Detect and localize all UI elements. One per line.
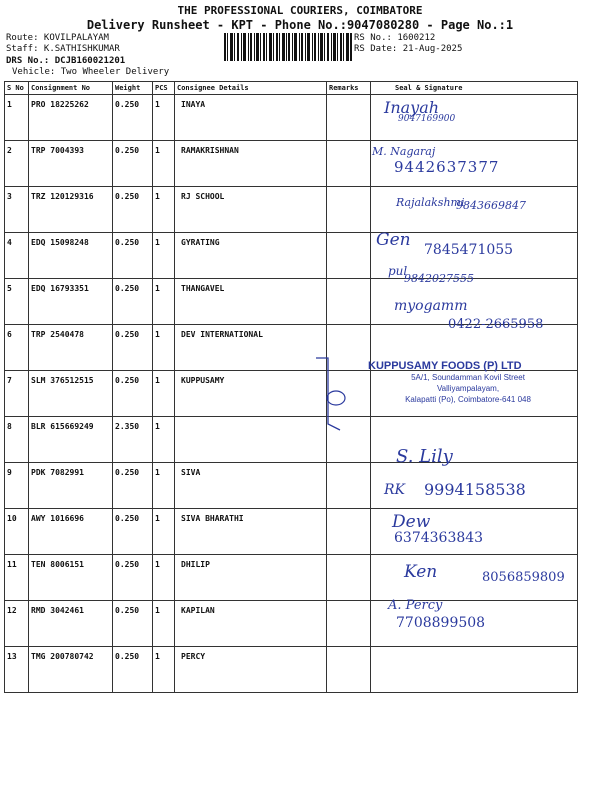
stamp-address-line-1: 5A/1, Soundamman Kovil Street [411,373,525,382]
cell-consignee: SIVA [175,463,327,509]
cell-pcs: 1 [153,325,175,371]
stamp-address-line-2: Valliyampalayam, [436,384,500,393]
signature-12-number: 8056859809 [482,570,565,585]
signature-5: pul [388,264,408,278]
signature-12: Ken [404,562,438,582]
cell-signature [371,463,578,509]
cell-consignee: GYRATING [175,233,327,279]
cell-sno: 1 [5,95,29,141]
col-consignee-header: Consignee Details [175,82,327,95]
rs-number: RS No.: 1600212 [354,33,436,43]
cell-sno: 9 [5,463,29,509]
cell-consignment: SLM 376512515 [29,371,113,417]
signature-4: Gen [376,230,411,250]
cell-weight: 0.250 [113,95,153,141]
col-consignment-header: Consignment No [29,82,113,95]
stamp-address-line-3: Kalapatti (Po), Coimbatore-641 048 [405,395,531,404]
cell-sno: 2 [5,141,29,187]
cell-consignee: KUPPUSAMY [175,371,327,417]
col-remarks-header: Remarks [327,82,371,95]
cell-weight: 0.250 [113,463,153,509]
rs-date: RS Date: 21-Aug-2025 [354,44,463,54]
cell-consignee [175,417,327,463]
cell-sno: 7 [5,371,29,417]
table-row [5,463,578,509]
stamp-company-name: KUPPUSAMY FOODS (P) LTD [368,360,522,372]
cell-signature [371,233,578,279]
cell-consignment: PDK 7082991 [29,463,113,509]
signature-1-number: 9047169900 [398,114,456,124]
table-row [5,95,578,141]
cell-sno: 4 [5,233,29,279]
cell-consignment: EDQ 15098248 [29,233,113,279]
bracket-mark [310,356,350,436]
cell-sno: 10 [5,509,29,555]
cell-remarks [327,509,371,555]
signature-1: Inayah [384,98,440,117]
cell-signature [371,95,578,141]
cell-pcs: 1 [153,601,175,647]
cell-sno: 13 [5,647,29,693]
cell-remarks [327,647,371,693]
cell-signature [371,417,578,463]
cell-pcs: 1 [153,95,175,141]
cell-remarks [327,187,371,233]
signature-3: Rajalakshmi [396,196,465,209]
cell-signature [371,141,578,187]
cell-pcs: 1 [153,647,175,693]
signature-6-number: 0422-2665958 [448,317,544,332]
barcode [224,33,352,61]
cell-weight: 0.250 [113,601,153,647]
cell-weight: 0.250 [113,233,153,279]
cell-weight: 0.250 [113,555,153,601]
signature-6: myogamm [394,298,468,314]
signature-11: Dew [392,512,431,532]
table-row [5,279,578,325]
cell-signature [371,647,578,693]
table-row [5,555,578,601]
cell-consignment: RMD 3042461 [29,601,113,647]
cell-sno: 12 [5,601,29,647]
cell-sno: 11 [5,555,29,601]
table-row [5,187,578,233]
table-row [5,233,578,279]
cell-pcs: 1 [153,141,175,187]
cell-weight: 2.350 [113,417,153,463]
table-row [5,509,578,555]
signature-10: RK [384,482,405,498]
cell-remarks [327,141,371,187]
col-signature-header: Seal & Signature [371,82,578,95]
cell-pcs: 1 [153,279,175,325]
signature-13-number: 7708899508 [396,615,486,631]
cell-weight: 0.250 [113,325,153,371]
cell-pcs: 1 [153,233,175,279]
cell-consignee: INAYA [175,95,327,141]
cell-sno: 3 [5,187,29,233]
table-row [5,417,578,463]
cell-remarks [327,279,371,325]
cell-pcs: 1 [153,371,175,417]
signature-3-number: 9843669847 [456,199,526,212]
cell-remarks [327,95,371,141]
cell-consignee: THANGAVEL [175,279,327,325]
cell-pcs: 1 [153,509,175,555]
cell-consignee: DHILIP [175,555,327,601]
cell-weight: 0.250 [113,187,153,233]
cell-consignee: RJ SCHOOL [175,187,327,233]
cell-consignee: PERCY [175,647,327,693]
cell-signature [371,555,578,601]
cell-pcs: 1 [153,187,175,233]
cell-signature [371,509,578,555]
cell-consignment: EDQ 16793351 [29,279,113,325]
drs-number: DRS No.: DCJB160021201 [6,56,126,66]
cell-weight: 0.250 [113,509,153,555]
cell-signature [371,601,578,647]
cell-signature [371,187,578,233]
cell-sno: 6 [5,325,29,371]
col-weight-header: Weight [113,82,153,95]
cell-consignee: SIVA BHARATHI [175,509,327,555]
cell-weight: 0.250 [113,371,153,417]
cell-signature [371,279,578,325]
cell-sno: 8 [5,417,29,463]
cell-weight: 0.250 [113,141,153,187]
signature-4-number: 7845471055 [424,242,514,258]
route-label: Route: KOVILPALAYAM [6,33,109,43]
cell-pcs: 1 [153,463,175,509]
cell-consignment: TRP 7004393 [29,141,113,187]
staff-label: Staff: K.SATHISHKUMAR [6,44,120,54]
signature-13: A. Percy [388,598,443,613]
cell-consignment: TRZ 120129316 [29,187,113,233]
cell-consignee: RAMAKRISHNAN [175,141,327,187]
cell-consignment: TRP 2540478 [29,325,113,371]
cell-consignment: TMG 200780742 [29,647,113,693]
cell-weight: 0.250 [113,647,153,693]
table-row [5,601,578,647]
company-stamp [368,360,568,405]
cell-pcs: 1 [153,417,175,463]
cell-remarks [327,463,371,509]
signature-10-number: 9994158538 [424,480,526,499]
company-title: THE PROFESSIONAL COURIERS, COIMBATORE [177,4,423,17]
cell-consignment: TEN 8006151 [29,555,113,601]
cell-sno: 5 [5,279,29,325]
signature-5-number: 9842027555 [404,272,474,285]
cell-remarks [327,233,371,279]
cell-pcs: 1 [153,555,175,601]
cell-remarks [327,601,371,647]
table-row [5,141,578,187]
signature-11-number: 6374363843 [394,530,484,546]
vehicle-label: Vehicle: Two Wheeler Delivery [12,67,170,77]
col-sno-header: S No [5,82,29,95]
cell-remarks [327,555,371,601]
cell-consignee: KAPILAN [175,601,327,647]
cell-consignment: BLR 615669249 [29,417,113,463]
table-row [5,647,578,693]
signature-2-number: 9442637377 [394,158,500,176]
cell-consignment: PRO 18225262 [29,95,113,141]
signature-2: M. Nagaraj [372,145,436,158]
cell-consignment: AWY 1016696 [29,509,113,555]
table-header-row [5,82,578,95]
signature-9: S. Lily [396,446,453,467]
cell-consignee: DEV INTERNATIONAL [175,325,327,371]
cell-weight: 0.250 [113,279,153,325]
runsheet-subtitle: Delivery Runsheet - KPT - Phone No.:9047080280 - Page No.:1 [86,18,514,32]
col-pcs-header: PCS [153,82,175,95]
